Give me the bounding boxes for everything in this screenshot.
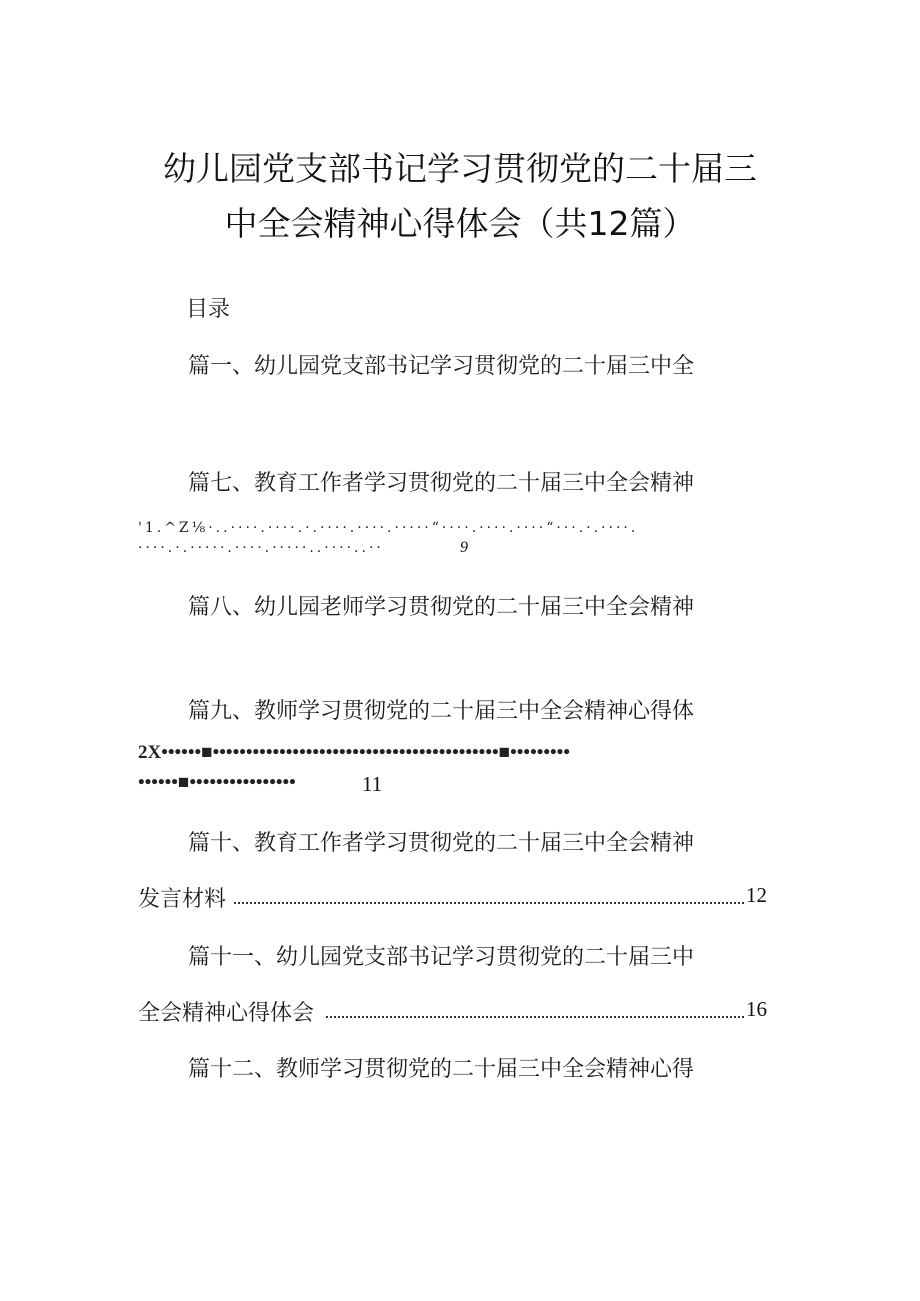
toc-entry-11-dot-leader	[326, 1016, 744, 1018]
toc-entry-9-page: 11	[362, 772, 383, 796]
toc-entry-11[interactable]: 篇十一、幼儿园党支部书记学习贯彻党的二十届三中	[188, 945, 695, 970]
toc-entry-10[interactable]: 篇十、教育工作者学习贯彻党的二十届三中全会精神	[188, 831, 695, 856]
toc-entry-7[interactable]: 篇七、教育工作者学习贯彻党的二十届三中全会精神	[188, 471, 695, 496]
toc-entry-12[interactable]: 篇十二、教师学习贯彻党的二十届三中全会精神心得	[188, 1057, 695, 1082]
toc-entry-9-leader: 2X••••••■•••••••••••••••••••••••••••••••••••••••••••■•••••••••	[138, 742, 570, 763]
toc-entry-9-leader-2: ••••••■••••••••••••••••	[138, 772, 296, 793]
toc-entry-10-dot-leader	[234, 902, 744, 904]
toc-entry-10-page: 12	[746, 883, 767, 907]
toc-entry-9[interactable]: 篇九、教师学习贯彻党的二十届三中全会精神心得体	[188, 699, 695, 724]
toc-entry-7-page: 9	[460, 539, 468, 556]
toc-entry-11-page: 16	[746, 997, 767, 1021]
toc-entry-7-leader: '1.^Z⅛·..····.····.·.····.····.·····“····.····.····“···.·.····.	[138, 520, 639, 536]
title-line-1: 幼儿园党支部书记学习贯彻党的二十届三	[163, 149, 757, 188]
toc-entry-10-continuation[interactable]: 发言材料	[138, 887, 227, 912]
toc-heading: 目录	[186, 297, 231, 322]
toc-entry-8[interactable]: 篇八、幼儿园老师学习贯彻党的二十届三中全会精神	[188, 595, 695, 620]
title-line-2: 中全会精神心得体会（共12篇）	[224, 204, 696, 243]
toc-entry-11-continuation[interactable]: 全会精神心得体会	[138, 1001, 315, 1026]
toc-entry-1[interactable]: 篇一、幼儿园党支部书记学习贯彻党的二十届三中全	[188, 354, 695, 379]
toc-entry-7-leader-2: ····.·.·····.····.·····..····..··	[138, 540, 384, 556]
